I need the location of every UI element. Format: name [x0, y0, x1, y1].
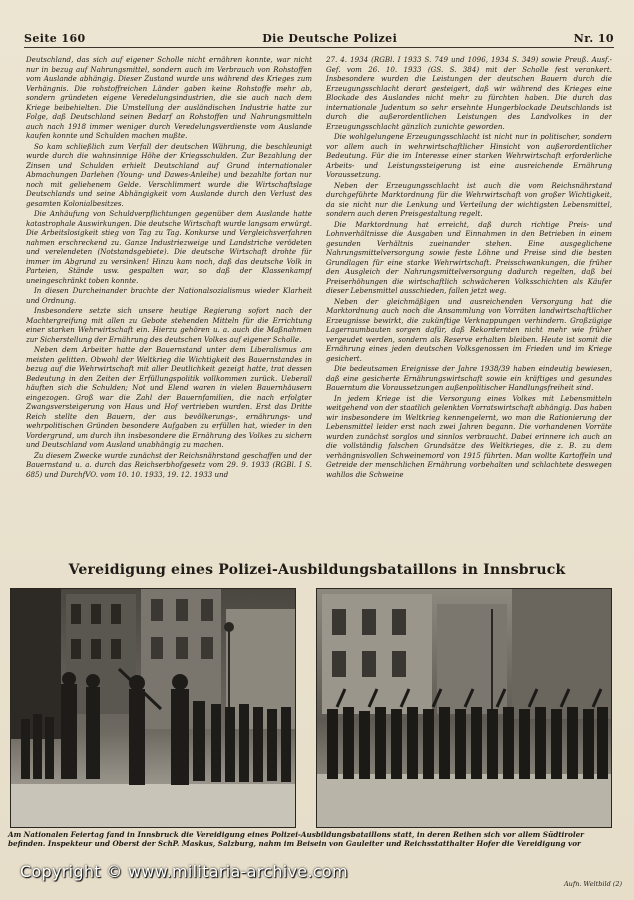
paragraph: Die Anhäufung von Schuldverpflichtungen gegenüber dem Auslande hatte katastrophale Auswirkungen. Die deutsche Wirtschaft wurde langsam erwürgt. Die Arbeitslosigkeit stieg von Tag zu Tag. Konkurse und Vergleichsverfahren nahmen erschreckend zu. Ganze Industriezweige und Landstriche verödeten und verelendeten (Notstandsgebiete). Die deutsche Wirtschaft drohte für immer im Abgrund zu versinken! Hinzu kam noch, daß das deutsche Volk in Parteien, Stände usw. gespalten war, so daß der Klassenkampf uneingeschränkt toben konnte. [26, 209, 312, 285]
issue-number: Nr. 10 [573, 31, 614, 45]
page-header [24, 30, 614, 46]
paragraph: Neben der Erzeugungsschlacht ist auch die vom Reichsnährstand durchgeführte Marktordnung für die Wehrwirtschaft von großer Wichtigkeit, da sie nicht nur die Lenkung und Verteilung der wichtigsten Lebensmittel, sondern auch deren Preisgestaltung regelt. [326, 180, 612, 218]
paragraph: 27. 4. 1934 (RGBl. I 1933 S. 749 und 1096, 1934 S. 349) sowie Preuß. Ausf.-Gef. vom 26. 10. 1933 (GS. S. 384) mit der Scholle fest verankert. Insbesondere wurden die Leistungen der deutschen Bauern durch die Erzeugungsschlacht derart gesteigert, daß wir während des Krieges eine Blockade des Auslandes nicht mehr zu fürchten haben. Die durch das internationale Judentum so sehr ersehnte Hungerblockade Deutschlands ist durch die außerordentlichen Leistungen des Landvolkes in der Erzeugungsschlacht gänzlich zunichte geworden. [326, 55, 612, 131]
copyright-watermark: Copyright © www.militaria-archive.com [20, 862, 348, 881]
paragraph: Neben dem Arbeiter hatte der Bauernstand unter dem Liberalismus am meisten gelitten. Obwohl der Weltkrieg die Wichtigkeit des Bauernstandes in bezug auf die Wehrwirtschaft mit aller Deutlichkeit gezeigt hatte, trat dessen Bedeutung in den Zeiten der Erfüllungspolitik vollkommen zurück. Ueberall häuften sich die Schulden; Not und Elend waren in vielen Bauernhäusern eingezogen. Groß war die Zahl der Bauernfamilien, die nach erfolgter Zwangsversteigerung von Haus und Hof vertrieben wurden. Erst das Dritte Reich stellte den Bauern, der aus bevölkerungs-, ernährungs- und wehrpolitischen Gründen besondere Aufgaben zu erfüllen hat, wieder in den Vordergrund, um durch ihn insbesondere die Ernährung des Volkes zu sichern und Deutschland vom Ausland unabhängig zu machen. [26, 345, 312, 449]
photo-ceremony-left [10, 588, 296, 828]
photo-ceremony-left-image [11, 589, 295, 827]
photo-credit: Aufn. Weltbild (2) [563, 880, 622, 888]
article-column-left [26, 55, 312, 557]
photo-ceremony-right [316, 588, 612, 828]
paragraph: Die wohlgelungene Erzeugungsschlacht ist nicht nur in politischer, sondern vor allem auch in wehrwirtschaftlicher Hinsicht von außerordentlicher Bedeutung. Für die im Interesse einer starken Wehrwirtschaft erforderliche Arbeits- und Leistungssteigerung ist eine ausreichende Ernährung Voraussetzung. [326, 132, 612, 179]
paragraph: In diesen Durcheinander brachte der Nationalsozialismus wieder Klarheit und Ordnung. [26, 286, 312, 305]
paragraph: Neben der gleichmäßigen und ausreichenden Versorgung hat die Marktordnung auch noch die Ansammlung von Vorräten landwirtschaftlicher Erzeugnisse bewirkt, die zukünftige Verknappungen verhindern. Großzügige Lagerraumbauten sorgen dafür, daß Rekordernten nicht mehr wie früher vergeudet werden, sondern als Reserve erhalten bleiben. Heute ist somit die Ernährung eines jeden deutschen Volksgenossen im Frieden und im Kriege gesichert. [326, 296, 612, 363]
paragraph: Zu diesem Zwecke wurde zunächst der Reichsnährstand geschaffen und der Bauernstand u. a. durch das Reichserbhofgesetz vom 29. 9. 1933 (RGBl. I S. 685) und DurchfVO. vom 10. 10. 1933, 19. 12. 1933 und [26, 450, 312, 479]
paragraph: So kam schließlich zum Verfall der deutschen Währung, die beschleunigt wurde durch die wahnsinnige Höhe der Kriegsschulden. Zur Bezahlung der Zinsen und Schulden erhielt Deutschland auf Grund internationaler Abmachungen Darlehen (Young- und Dawes-Anleihe) und bezahlte fortan nur noch mit geliehenem Gelde. Verschlimmert wurde die Wirtschaftslage Deutschlands und seine Abhängigkeit vom Auslande durch den Verlust des gesamten Kolonialbesitzes. [26, 141, 312, 208]
header-divider [24, 47, 614, 48]
paragraph: Deutschland, das sich auf eigener Scholle nicht ernähren konnte, war nicht nur in bezug auf Nahrungsmittel, sondern auch im Verbrauch von Rohstoffen vom Auslande abhängig. Dieser Zustand wurde uns während des Krieges zum Verhängnis. Die rohstoffreichen Länder gaben keine Rohstoffe mehr ab, sondern gründeten eigene Veredelungsindustrien, die sie auch nach dem Kriege beibehielten. Die Umstellung der ausländischen Industrie hatte zur Folge, daß Deutschland seinen Bedarf an Rohstoffen und Nahrungsmitteln auch nach 1918 immer weniger durch Veredelungsverdienste vom Auslande kaufen konnte und Schulden machen mußte. [26, 55, 312, 140]
page-number: Seite 160 [24, 31, 86, 45]
journal-title: Die Deutsche Polizei [262, 31, 398, 45]
paragraph: Die Marktordnung hat erreicht, daß durch richtige Preis- und Lohnverhältnisse die Ausgaben und Einnahmen in den Betrieben in einem gesunden Verhältnis zueinander stehen. Eine ausgeglichene Nahrungsmittelversorgung sowie feste Löhne und Preise sind die besten Grundlagen für eine starke Wehrwirtschaft. Preisschwankungen, die früher den Ausgleich der Nahrungsmittelversorgung dadurch regelten, daß bei Preiserhöhungen die wirtschaftlich schwächeren Volksschichten als Käufer dieser Lebensmittel ausschieden, fallen jetzt weg. [326, 219, 612, 295]
article-column-right [326, 55, 612, 557]
paragraph: Die bedeutsamen Ereignisse der Jahre 1938/39 haben eindeutig bewiesen, daß eine gesicherte Ernährungswirtschaft sowie ein kräftiges und gesundes Bauerntum die Voraussetzungen außenpolitischer Handlungsfreiheit sind. [326, 364, 612, 392]
photo-section-title: Vereidigung eines Polizei-Ausbildungsbataillons in Innsbruck [68, 562, 566, 578]
photo-ceremony-right-image [317, 589, 611, 827]
paragraph: Insbesondere setzte sich unsere heutige Regierung sofort nach der Machtergreifung mit allen zu Gebote stehenden Mitteln für die Errichtung einer starken Wehrwirtschaft ein. Hierzu gehören u. a. auch die Maßnahmen zur Sicherstellung der Ernährung des deutschen Volkes auf eigener Scholle. [26, 306, 312, 344]
photo-caption: Am Nationalen Feiertag fand in Innsbruck die Vereidigung eines Polizei-Ausbildungsbataillons statt, in deren Reihen sich vor allem Südtiroler befinden. Inspekteur und Oberst der SchP. Maskus, Salzburg, nahm im Beisein von Gauleiter und Reichsstatthalter Hofer die Vereidigung vor [8, 830, 584, 848]
paragraph: In jedem Kriege ist die Versorgung eines Volkes mit Lebensmitteln weitgehend von der staatlich gelenkten Vorratswirtschaft abhängig. Das haben wir insbesondere im Weltkrieg kennengelernt, wo man die Rationierung der Lebensmittel leider erst nach zwei Jahren begann. Die vorhandenen Vorräte wurden zunächst sorglos und sinnlos verbraucht. Dabei erinnere ich auch an die vollständig falschen Grundsätze des Weltkrieges, die z. B. zu dem verhängnisvollen Schweinemord von 1915 führten. Man wollte Kartoffeln und Getreide der menschlichen Ernährung vorbehalten und schlachtete deswegen wahllos die Schweine [326, 393, 612, 479]
